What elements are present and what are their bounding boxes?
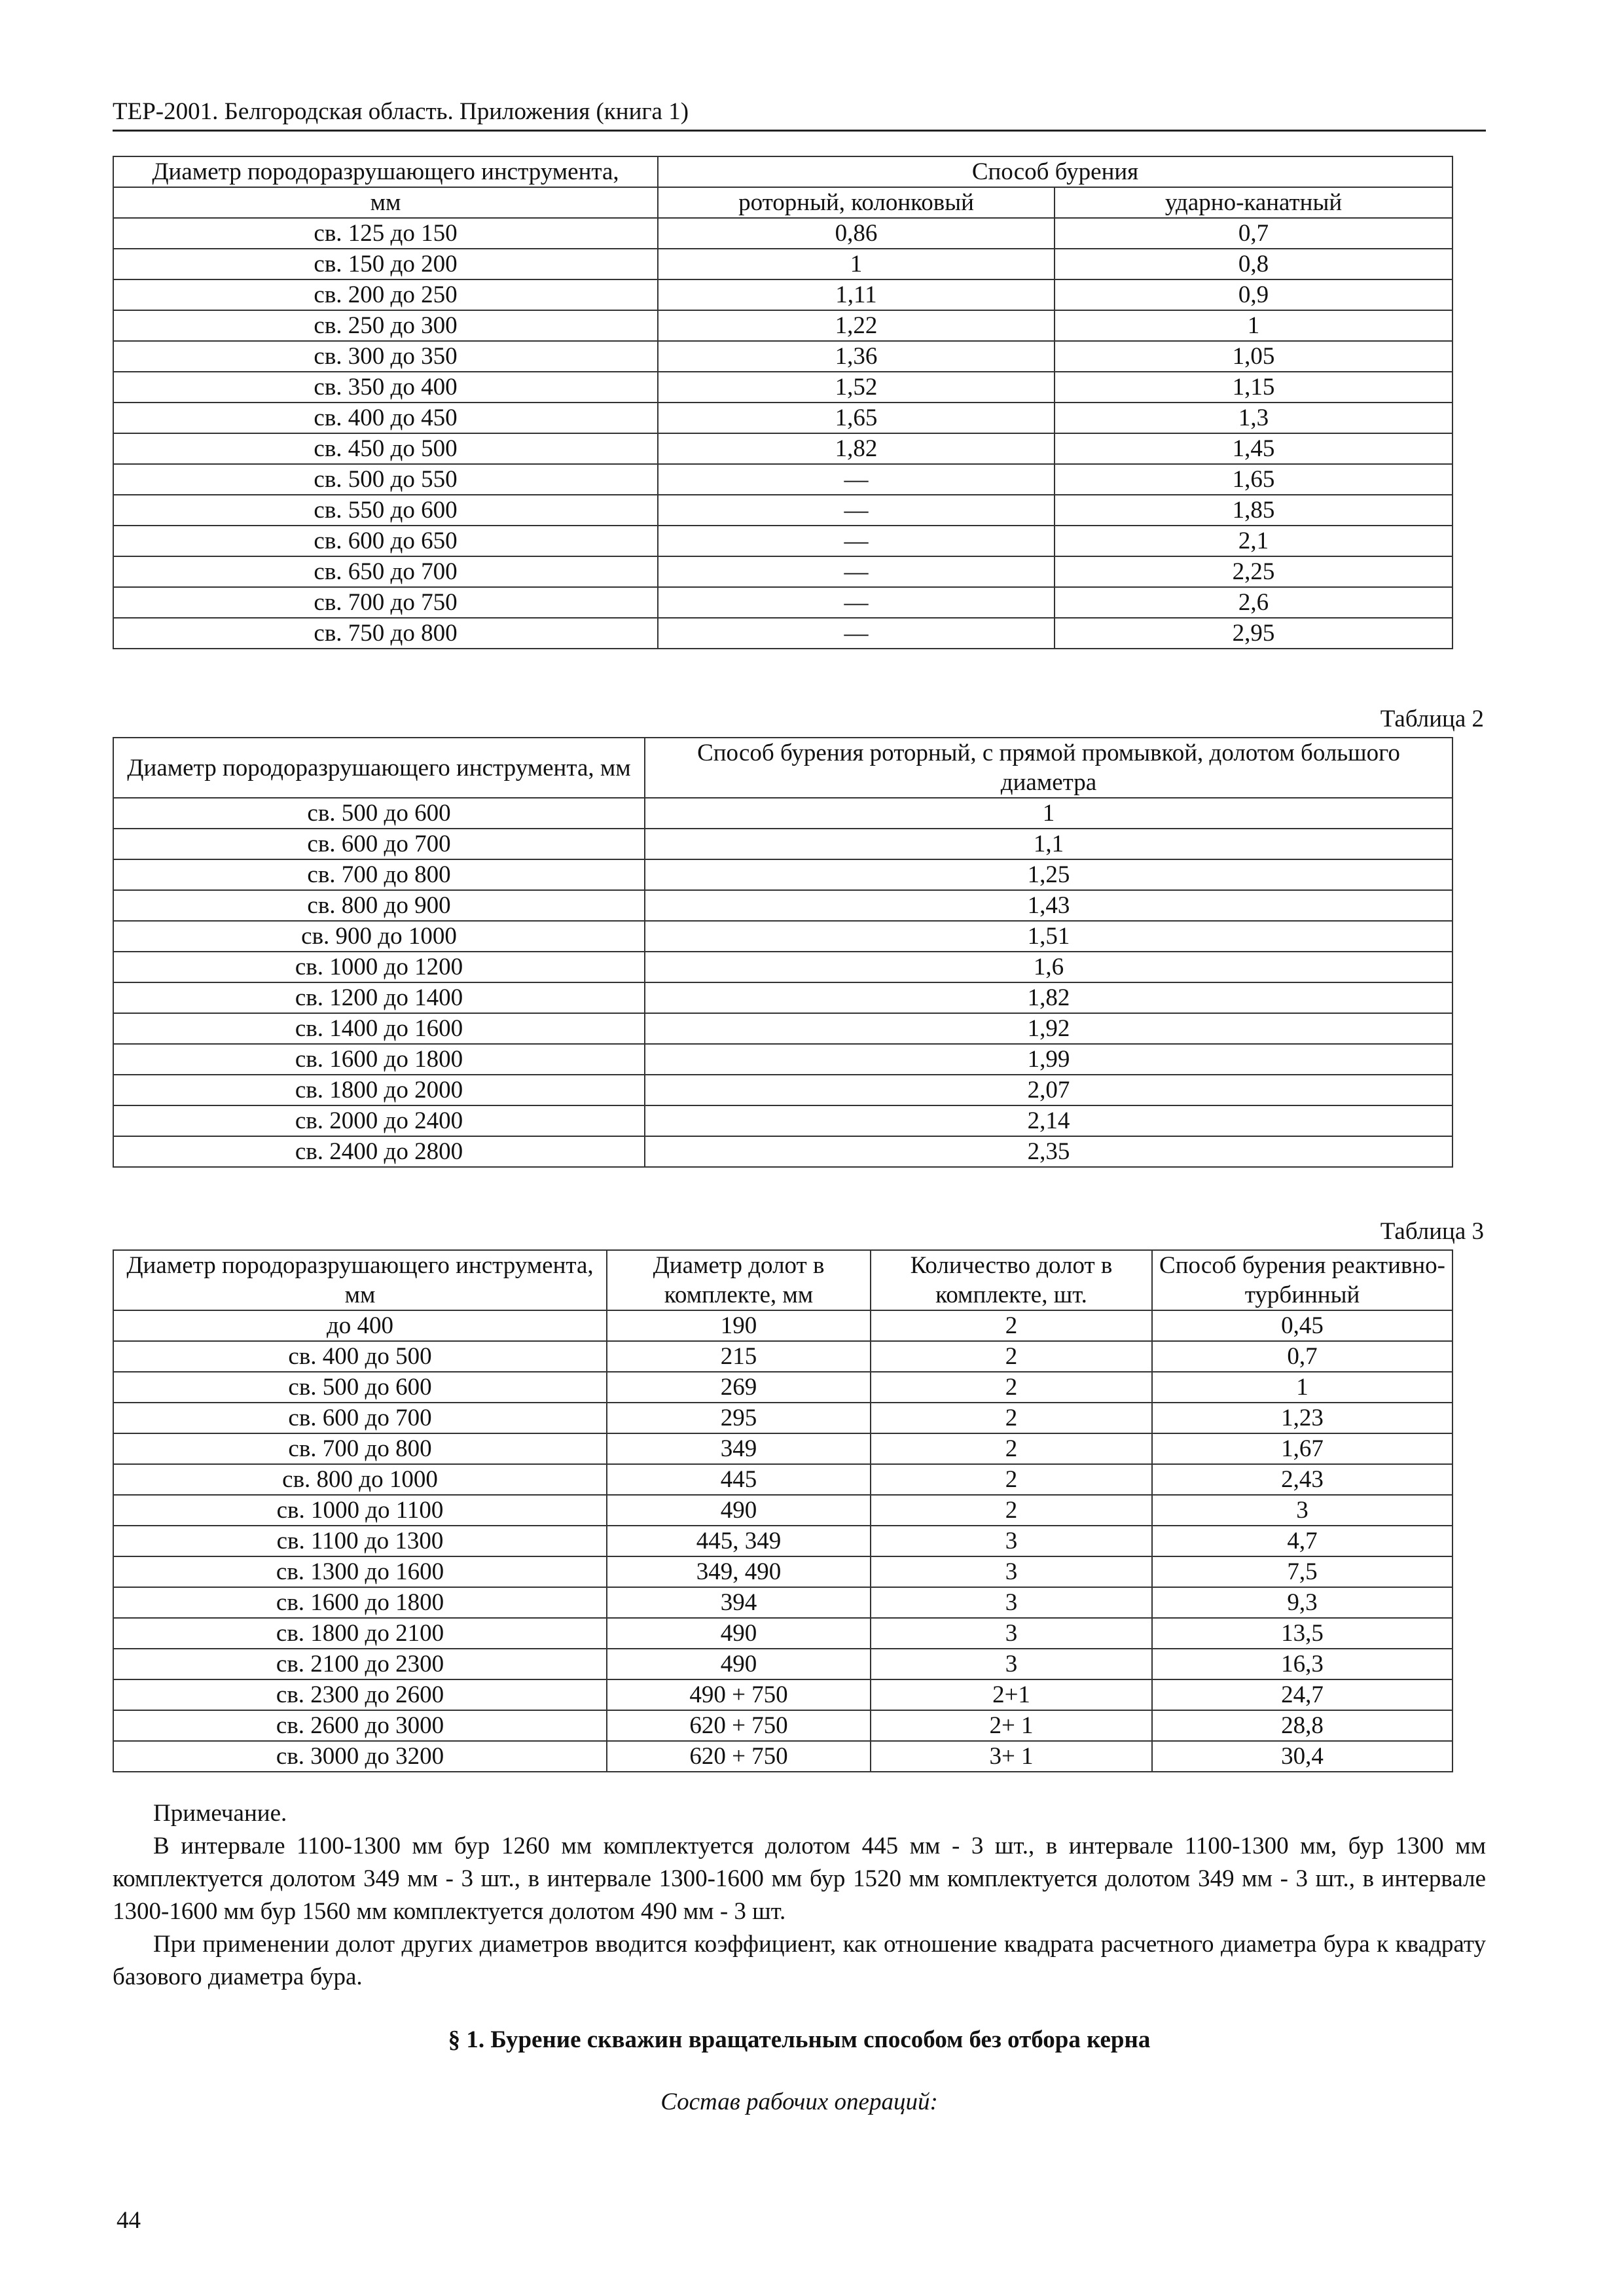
table-2-row <box>113 798 1453 829</box>
table-1-cell: св. 700 до 750 <box>113 587 658 618</box>
table-3-cell: 2,43 <box>1152 1464 1453 1495</box>
table-3-cell: 3+ 1 <box>871 1741 1152 1772</box>
table-3-cell: 3 <box>871 1587 1152 1618</box>
table-2-cell: св. 900 до 1000 <box>113 921 645 952</box>
table-3-cell: св. 600 до 700 <box>113 1403 607 1433</box>
table-1-cell: св. 400 до 450 <box>113 403 658 433</box>
table-3-cell: 620 + 750 <box>607 1710 871 1741</box>
table-1-cell: — <box>658 618 1055 649</box>
table-3-row <box>113 1710 1453 1741</box>
table-2-row <box>113 1044 1453 1075</box>
table-3-header-bit-count: Количество долот в комплекте, шт. <box>871 1250 1152 1310</box>
table-3-cell: 269 <box>607 1372 871 1403</box>
table-2-row <box>113 921 1453 952</box>
table-2-cell: св. 2000 до 2400 <box>113 1105 645 1136</box>
table-3-cell: 3 <box>871 1526 1152 1556</box>
table-2-cell: 1,43 <box>645 890 1453 921</box>
table-1-cell: 0,9 <box>1055 279 1453 310</box>
table-2-cell: св. 1600 до 1800 <box>113 1044 645 1075</box>
table-1-cell: св. 450 до 500 <box>113 433 658 464</box>
table-2-row <box>113 1105 1453 1136</box>
table-1-cell: 2,95 <box>1055 618 1453 649</box>
table-2-cell: 1,51 <box>645 921 1453 952</box>
table-3-cell: 620 + 750 <box>607 1741 871 1772</box>
page-number: 44 <box>117 2207 141 2234</box>
table-3-cell: 349 <box>607 1433 871 1464</box>
table-1-header-diameter-line2: мм <box>113 187 658 218</box>
table-1-cell: 0,8 <box>1055 249 1453 279</box>
table-1-cell: св. 125 до 150 <box>113 218 658 249</box>
table-1-cell: св. 300 до 350 <box>113 341 658 372</box>
table-1-cell: 1,15 <box>1055 372 1453 403</box>
table-1-cell: св. 600 до 650 <box>113 526 658 556</box>
table-1-cell: св. 550 до 600 <box>113 495 658 526</box>
table-2-cell: св. 1200 до 1400 <box>113 982 645 1013</box>
table-3-row <box>113 1433 1453 1464</box>
table-3-row <box>113 1741 1453 1772</box>
table-1-row <box>113 341 1453 372</box>
table-1-row <box>113 464 1453 495</box>
table-3-cell: св. 3000 до 3200 <box>113 1741 607 1772</box>
table-3-cell: 445 <box>607 1464 871 1495</box>
table-1-row <box>113 433 1453 464</box>
table-2-row <box>113 1075 1453 1105</box>
table-1-cell: св. 250 до 300 <box>113 310 658 341</box>
table-1-row <box>113 310 1453 341</box>
note-title: Примечание. <box>153 1800 287 1827</box>
table-1-body <box>113 218 1453 649</box>
table-3-cell: св. 2100 до 2300 <box>113 1649 607 1679</box>
note-paragraph-2: При применении долот других диаметров вводится коэффициент, как отношение квадрата расчетного диаметра бура к квадрату базового диаметра бура. <box>113 1931 1486 1990</box>
table-1-row <box>113 587 1453 618</box>
table-3-cell: 2 <box>871 1310 1152 1341</box>
table-3-row <box>113 1372 1453 1403</box>
table-2-cell: св. 800 до 900 <box>113 890 645 921</box>
table-1-cell: 1,45 <box>1055 433 1453 464</box>
table-1-cell: 1,65 <box>1055 464 1453 495</box>
table-3-cell: 4,7 <box>1152 1526 1453 1556</box>
table-3-row <box>113 1679 1453 1710</box>
table-1-cell: св. 500 до 550 <box>113 464 658 495</box>
table-3-cell: 394 <box>607 1587 871 1618</box>
table-3-cell: св. 2300 до 2600 <box>113 1679 607 1710</box>
table-3-cell: св. 1800 до 2100 <box>113 1618 607 1649</box>
section-subtitle: Состав рабочих операций: <box>660 2089 938 2115</box>
table-2-caption: Таблица 2 <box>1380 706 1484 732</box>
table-3-cell: 24,7 <box>1152 1679 1453 1710</box>
table-2-cell: 1,1 <box>645 829 1453 859</box>
table-3-cell: 0,7 <box>1152 1341 1453 1372</box>
table-1-cell: 1 <box>658 249 1055 279</box>
section-title: § 1. Бурение скважин вращательным способом без отбора керна <box>448 2026 1151 2053</box>
table-3-header-diameter: Диаметр породоразрушающего инструмента, мм <box>113 1250 607 1310</box>
table-1-cell: 1,65 <box>658 403 1055 433</box>
table-1-cell: — <box>658 526 1055 556</box>
table-3-row <box>113 1341 1453 1372</box>
table-2-cell: 2,14 <box>645 1105 1453 1136</box>
table-3-cell: 190 <box>607 1310 871 1341</box>
table-1-header-diameter-line1: Диаметр породоразрушающего инструмента, <box>113 156 658 187</box>
table-3-cell: св. 400 до 500 <box>113 1341 607 1372</box>
table-1-row <box>113 556 1453 587</box>
table-1-cell: св. 350 до 400 <box>113 372 658 403</box>
table-3-row <box>113 1649 1453 1679</box>
table-3-cell: 2 <box>871 1341 1152 1372</box>
table-1 <box>113 156 1453 649</box>
table-3-row <box>113 1495 1453 1526</box>
table-2-cell: св. 1000 до 1200 <box>113 952 645 982</box>
table-3-row <box>113 1526 1453 1556</box>
running-header: ТЕР-2001. Белгородская область. Приложения (книга 1) <box>113 96 1486 132</box>
table-1-cell: 1,3 <box>1055 403 1453 433</box>
table-1-cell: 1 <box>1055 310 1453 341</box>
note-block <box>113 1797 1486 1994</box>
table-2-cell: 1,6 <box>645 952 1453 982</box>
table-2-cell: 2,35 <box>645 1136 1453 1167</box>
table-1-row <box>113 279 1453 310</box>
table-2-row <box>113 859 1453 890</box>
table-2-cell: 1 <box>645 798 1453 829</box>
table-3-cell: 1,67 <box>1152 1433 1453 1464</box>
table-2-row <box>113 829 1453 859</box>
note-paragraph-1: В интервале 1100-1300 мм бур 1260 мм комплектуется долотом 445 мм - 3 шт., в интервале 1100-1300 мм, бур 1300 мм комплектуется долотом 349 мм - 3 шт., в интервале 1300-1600 мм бур 1520 мм комплектуется долотом 349 мм - 3 шт., в интервале 1300-1600 мм бур 1560 мм комплектуется долотом 490 мм - 3 шт. <box>113 1833 1486 1925</box>
table-1-cell: св. 750 до 800 <box>113 618 658 649</box>
table-1-cell: 1,85 <box>1055 495 1453 526</box>
table-3-cell: 490 <box>607 1618 871 1649</box>
table-1-row <box>113 372 1453 403</box>
table-3-cell: 3 <box>1152 1495 1453 1526</box>
table-1-cell: — <box>658 464 1055 495</box>
table-3-caption: Таблица 3 <box>1380 1218 1484 1245</box>
table-3-cell: 490 + 750 <box>607 1679 871 1710</box>
table-3-cell: св. 2600 до 3000 <box>113 1710 607 1741</box>
table-3-cell: 7,5 <box>1152 1556 1453 1587</box>
table-1-cell: — <box>658 556 1055 587</box>
table-1-cell: 1,36 <box>658 341 1055 372</box>
table-1-cell: — <box>658 587 1055 618</box>
table-1-header-method: Способ бурения <box>658 156 1453 187</box>
table-1-cell: — <box>658 495 1055 526</box>
table-3-cell: 2 <box>871 1433 1152 1464</box>
table-3-cell: св. 1000 до 1100 <box>113 1495 607 1526</box>
table-1-header-rotary: роторный, колонковый <box>658 187 1055 218</box>
table-3-cell: св. 700 до 800 <box>113 1433 607 1464</box>
table-1-header-percussion: ударно-канатный <box>1055 187 1453 218</box>
table-2-header-diameter: Диаметр породоразрушающего инструмента, мм <box>113 738 645 798</box>
table-3 <box>113 1249 1453 1772</box>
table-2-header-method: Способ бурения роторный, с прямой промывкой, долотом большого диаметра <box>645 738 1453 798</box>
table-3-cell: 1 <box>1152 1372 1453 1403</box>
table-3-cell: 295 <box>607 1403 871 1433</box>
table-3-cell: св. 1100 до 1300 <box>113 1526 607 1556</box>
table-1-cell: св. 650 до 700 <box>113 556 658 587</box>
table-3-cell: до 400 <box>113 1310 607 1341</box>
table-1-cell: 1,11 <box>658 279 1055 310</box>
table-3-cell: св. 1600 до 1800 <box>113 1587 607 1618</box>
table-1-cell: 1,05 <box>1055 341 1453 372</box>
table-1-cell: св. 150 до 200 <box>113 249 658 279</box>
table-3-cell: 3 <box>871 1556 1152 1587</box>
table-1-row <box>113 249 1453 279</box>
table-3-body <box>113 1310 1453 1772</box>
table-3-cell: 445, 349 <box>607 1526 871 1556</box>
table-1-row <box>113 618 1453 649</box>
table-1-row <box>113 495 1453 526</box>
table-3-row <box>113 1464 1453 1495</box>
table-1-row <box>113 526 1453 556</box>
table-3-header-method: Способ бурения реактивно-турбинный <box>1152 1250 1453 1310</box>
table-3-cell: 16,3 <box>1152 1649 1453 1679</box>
table-3-cell: 2+1 <box>871 1679 1152 1710</box>
table-1-cell: 2,1 <box>1055 526 1453 556</box>
table-3-cell: 30,4 <box>1152 1741 1453 1772</box>
table-2-cell: 1,82 <box>645 982 1453 1013</box>
table-2 <box>113 737 1453 1168</box>
table-1-cell: 2,6 <box>1055 587 1453 618</box>
table-3-cell: 0,45 <box>1152 1310 1453 1341</box>
table-3-cell: 9,3 <box>1152 1587 1453 1618</box>
table-2-cell: св. 700 до 800 <box>113 859 645 890</box>
table-3-cell: 13,5 <box>1152 1618 1453 1649</box>
table-2-row <box>113 890 1453 921</box>
table-3-row <box>113 1310 1453 1341</box>
table-3-cell: 3 <box>871 1618 1152 1649</box>
table-2-row <box>113 952 1453 982</box>
table-2-row <box>113 982 1453 1013</box>
table-3-cell: 3 <box>871 1649 1152 1679</box>
table-2-row <box>113 1013 1453 1044</box>
table-3-row <box>113 1587 1453 1618</box>
table-1-cell: 2,25 <box>1055 556 1453 587</box>
table-1-cell: 0,86 <box>658 218 1055 249</box>
table-3-cell: св. 1300 до 1600 <box>113 1556 607 1587</box>
table-3-cell: 215 <box>607 1341 871 1372</box>
table-1-cell: 1,52 <box>658 372 1055 403</box>
table-3-cell: 2 <box>871 1372 1152 1403</box>
table-2-body <box>113 798 1453 1167</box>
table-3-cell: 1,23 <box>1152 1403 1453 1433</box>
table-2-cell: св. 1400 до 1600 <box>113 1013 645 1044</box>
table-3-cell: 349, 490 <box>607 1556 871 1587</box>
table-2-cell: св. 1800 до 2000 <box>113 1075 645 1105</box>
table-1-cell: 0,7 <box>1055 218 1453 249</box>
table-3-cell: 2 <box>871 1495 1152 1526</box>
table-3-header-bit-diameter: Диаметр долот в комплекте, мм <box>607 1250 871 1310</box>
table-1-row <box>113 218 1453 249</box>
table-3-cell: 490 <box>607 1649 871 1679</box>
table-1-cell: св. 200 до 250 <box>113 279 658 310</box>
table-2-cell: св. 600 до 700 <box>113 829 645 859</box>
table-3-cell: св. 800 до 1000 <box>113 1464 607 1495</box>
table-3-row <box>113 1556 1453 1587</box>
table-2-row <box>113 1136 1453 1167</box>
table-1-row <box>113 403 1453 433</box>
table-1-cell: 1,22 <box>658 310 1055 341</box>
table-3-cell: 2 <box>871 1403 1152 1433</box>
table-2-cell: 2,07 <box>645 1075 1453 1105</box>
table-2-cell: св. 500 до 600 <box>113 798 645 829</box>
table-3-cell: 28,8 <box>1152 1710 1453 1741</box>
table-3-cell: св. 500 до 600 <box>113 1372 607 1403</box>
table-3-cell: 2+ 1 <box>871 1710 1152 1741</box>
table-2-cell: 1,92 <box>645 1013 1453 1044</box>
table-3-row <box>113 1403 1453 1433</box>
table-2-cell: 1,25 <box>645 859 1453 890</box>
table-3-cell: 2 <box>871 1464 1152 1495</box>
table-3-cell: 490 <box>607 1495 871 1526</box>
table-2-cell: 1,99 <box>645 1044 1453 1075</box>
table-1-cell: 1,82 <box>658 433 1055 464</box>
table-3-row <box>113 1618 1453 1649</box>
table-2-cell: св. 2400 до 2800 <box>113 1136 645 1167</box>
